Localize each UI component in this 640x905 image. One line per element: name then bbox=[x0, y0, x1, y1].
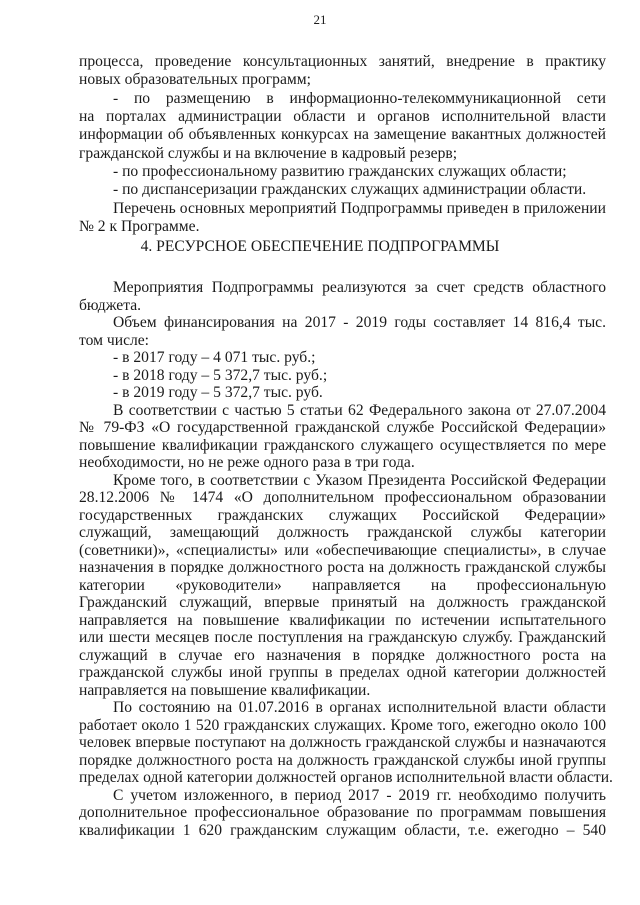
text-line: - в 2018 году – 5 372,7 тыс. руб.; bbox=[113, 366, 328, 384]
text-line: работает около 1 520 гражданских служащих. Кроме того, ежегодно около 100 bbox=[79, 716, 606, 734]
text-line: человек впервые поступают на должность гражданской службы и назначаются bbox=[79, 734, 606, 751]
text-line: повышение квалификации гражданского служащего осуществляется по мере bbox=[79, 436, 606, 454]
text-line: квалификации 1 620 гражданским служащим области, т.е. ежегодно – 540 bbox=[79, 821, 606, 839]
text-line: Мероприятия Подпрограммы реализуются за счет средств областного bbox=[113, 279, 606, 296]
text-line: категории «руководители» направляется на профессиональную bbox=[79, 576, 606, 594]
text-line: - в 2017 году – 4 071 тыс. руб.; bbox=[113, 349, 316, 366]
text-line: - по размещению в информационно-телекоммуникационной сети bbox=[113, 89, 606, 107]
text-line: 28.12.2006 № 1474 «О дополнительном профессиональном образовании bbox=[79, 489, 606, 506]
text-line: процесса, проведение консультационных занятий, внедрение в практику bbox=[79, 53, 606, 70]
text-line: пределах одной категории должностей органов исполнительной власти области. bbox=[79, 769, 613, 786]
text-line: гражданской службы и на включение в кадровый резерв; bbox=[79, 144, 458, 162]
text-line: По состоянию на 01.07.2016 в органах исполнительной власти области bbox=[113, 699, 606, 716]
text-line: новых образовательных программ; bbox=[79, 71, 311, 89]
text-line: или шести месяцев после поступления на гражданскую службу. Гражданский bbox=[79, 629, 606, 646]
text-line: № 2 к Программе. bbox=[79, 218, 200, 236]
text-line: Перечень основных мероприятий Подпрограммы приведен в приложении bbox=[113, 199, 606, 217]
text-line: Объем финансирования на 2017 - 2019 годы составляет 14 816,4 тыс. bbox=[113, 314, 606, 331]
section-heading: 4. РЕСУРСНОЕ ОБЕСПЕЧЕНИЕ ПОДПРОГРАММЫ bbox=[140, 238, 500, 255]
text-line: направляется на повышение квалификации по истечении испытательного bbox=[79, 611, 606, 629]
text-line: - по диспансеризации гражданских служащих администрации области. bbox=[113, 181, 587, 199]
text-line: назначения в порядке должностного роста на должность гражданской службы bbox=[79, 559, 606, 576]
text-line: - по профессиональному развитию гражданских служащих области; bbox=[113, 163, 567, 181]
text-line: служащий, замещающий должность гражданской службы категории bbox=[79, 524, 606, 541]
text-line: Кроме того, в соответствии с Указом Президента Российской Федерации bbox=[113, 471, 606, 489]
text-line: государственных гражданских служащих Российской Федерации» bbox=[79, 506, 606, 524]
text-line: № 79-ФЗ «О государственной гражданской службе Российской Федерации» bbox=[79, 419, 606, 436]
text-line: - в 2019 году – 5 372,7 тыс. руб. bbox=[113, 384, 323, 401]
text-line: необходимости, но не реже одного раза в три года. bbox=[79, 454, 415, 471]
text-line: дополнительное профессиональное образование по программам повышения bbox=[79, 804, 606, 821]
page-number: 21 bbox=[313, 12, 327, 27]
text-line: бюджета. bbox=[79, 296, 142, 314]
text-line: порядке должностного роста на должность гражданской службы иной группы bbox=[79, 751, 606, 769]
text-line: на порталах администрации области и органов исполнительной власти bbox=[79, 108, 606, 126]
text-line: информации об объявленных конкурсах на замещение вакантных должностей bbox=[79, 126, 606, 144]
text-line: С учетом изложенного, в период 2017 - 2019 гг. необходимо получить bbox=[113, 786, 606, 804]
text-line: Гражданский служащий, впервые принятый на должность гражданской bbox=[79, 594, 606, 611]
text-line: гражданской службы иной группы в пределах одной категории должностей bbox=[79, 664, 606, 681]
text-line: В соответствии с частью 5 статьи 62 Федерального закона от 27.07.2004 bbox=[113, 401, 606, 419]
text-line: том числе: bbox=[79, 331, 150, 349]
text-line: служащий в случае его назначения в порядке должностного роста на bbox=[79, 646, 606, 664]
text-line: (советники)», «специалисты» или «обеспечивающие специалисты», в случае bbox=[79, 541, 606, 559]
text-line: направляется на повышение квалификации. bbox=[79, 681, 371, 699]
